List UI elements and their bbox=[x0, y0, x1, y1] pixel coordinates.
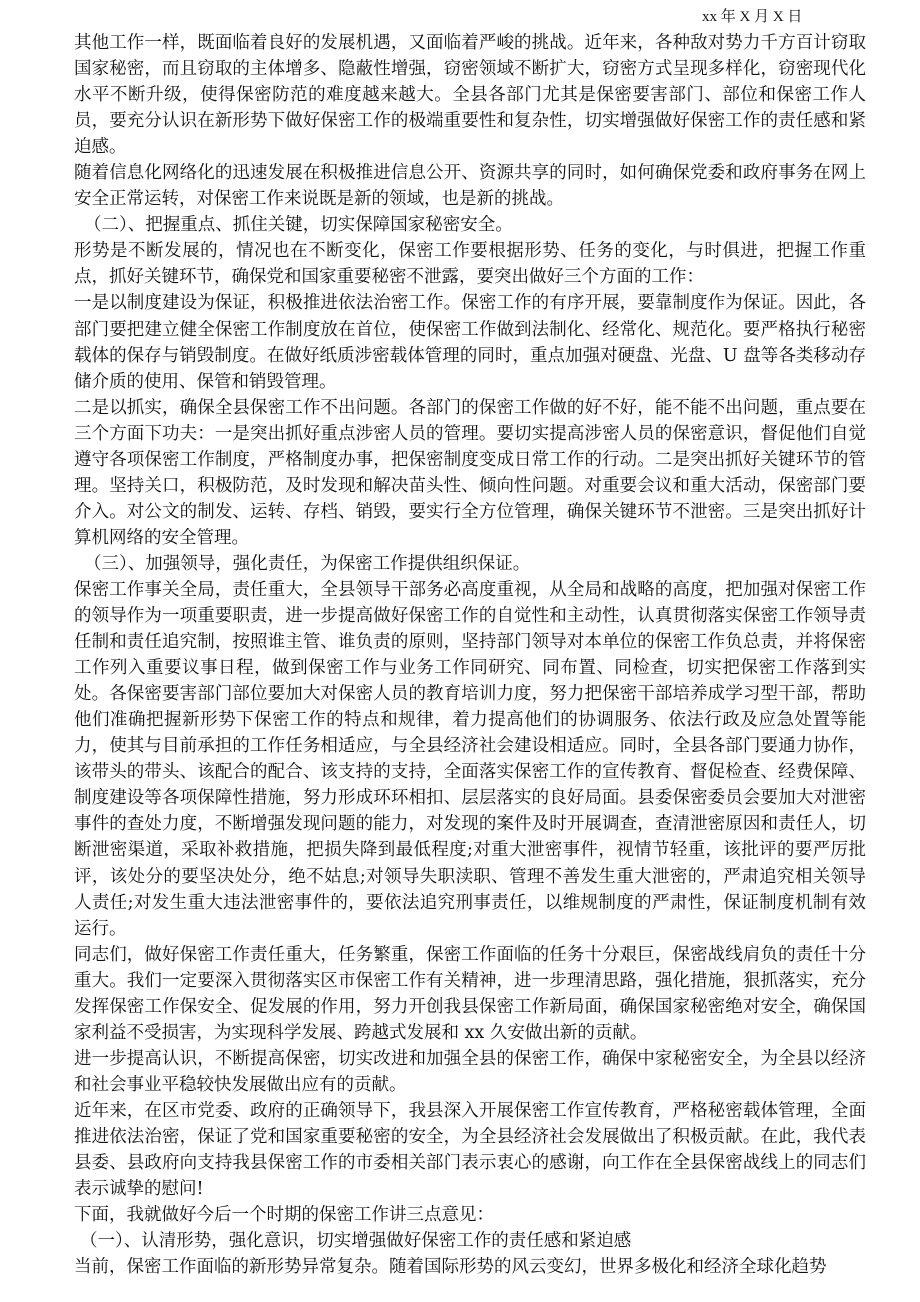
section-heading-1: （一）、认清形势，强化意识，切实增强做好保密工作的责任感和紧迫感 bbox=[80, 1231, 632, 1252]
document-date: xx 年 X 月 X 日 bbox=[702, 9, 803, 25]
paragraph-system-building: 一是以制度建设为保证，积极推进依法治密工作。保密工作的有序开展，要靠制度作为保证。因此，各部门要把建立健全保密工作制度放在首位，使保密工作做到法制化、经常化、规范化。要严格执行秘密载体的保存与销毁制度。在做好纸质涉密载体管理的同时，重点加强对硬盘、光盘、U 盘等各类移动存储介质的使用、保管和销毁管理。 bbox=[74, 293, 866, 392]
paragraph-recent-years: 近年来，在区市党委、政府的正确领导下，我县深入开展保密工作宣传教育，严格秘密载体管理，全面推进依法治密，保证了党和国家重要秘密的安全，为全县经济社会发展做出了积极贡献。在此，我代表县委、县政府向支持我县保密工作的市委相关部门表示衷心的感谢，向工作在全县保密战线上的同志们表示诚挚的慰问! bbox=[74, 1100, 866, 1200]
section-heading-2: （二）、把握重点、抓住关键，切实保障国家秘密安全。 bbox=[84, 215, 513, 236]
paragraph-continuation: 其他工作一样，既面临着良好的发展机遇，又面临着严峻的挑战。近年来，各种敌对势力千方百计窃取国家秘密，而且窃取的主体增多、隐蔽性增强，窃密领域不断扩大，窃密方式呈现多样化，窃密现代化水平不断升级，使得保密防范的难度越来越大。全县各部门尤其是保密要害部门、部位和保密工作人员，要充分认识在新形势下做好保密工作的极端重要性和复杂性，切实增强做好保密工作的责任感和紧迫感。 bbox=[74, 33, 866, 158]
paragraph-situation: 形势是不断发展的，情况也在不断变化，保密工作要根据形势、任务的变化，与时俱进，把握工作重点，抓好关键环节，确保党和国家重要秘密不泄露，要突出做好三个方面的工作： bbox=[74, 241, 866, 288]
paragraph-implementation: 二是以抓实，确保全县保密工作不出问题。各部门的保密工作做的好不好，能不能不出问题，重点要在三个方面下功夫：一是突出抓好重点涉密人员的管理。要切实提高涉密人员的保密意识，督促他们自觉遵守各项保密工作制度，严格制度办事，把保密制度变成日常工作的行动。二是突出抓好关键环节的管理。坚持关口，积极防范，及时发现和解决苗头性、倾向性问题。对重要会议和重大活动，保密部门要介入。对公文的制发、运转、存档、销毁，要实行全方位管理，确保关键环节不泄密。三是突出抓好计算机网络的安全管理。 bbox=[74, 397, 866, 548]
paragraph-information-network: 随着信息化网络化的迅速发展在积极推进信息公开、资源共享的同时，如何确保党委和政府事务在网上安全正常运转，对保密工作来说既是新的领域，也是新的挑战。 bbox=[74, 163, 866, 210]
paragraph-three-opinions: 下面，我就做好今后一个时期的保密工作讲三点意见： bbox=[74, 1205, 494, 1226]
paragraph-current-situation: 当前，保密工作面临的新形势异常复杂。随着国际形势的风云变幻，世界多极化和经济全球化趋势 bbox=[74, 1257, 827, 1278]
paragraph-leadership: 保密工作事关全局，责任重大，全县领导干部务必高度重视，从全局和战略的高度，把加强对保密工作的领导作为一项重要职责，进一步提高做好保密工作的自觉性和主动性，认真贯彻落实保密工作领导责任制和责任追究制，按照谁主管、谁负责的原则，坚持部门领导对本单位的保密工作负总责，并将保密工作列入重要议事日程，做到保密工作与业务工作同研究、同布置、同检查，切实把保密工作落到实处。各保密要害部门部位要加大对保密人员的教育培训力度，努力把保密干部培养成学习型干部，帮助他们准确把握新形势下保密工作的特点和规律，着力提高他们的协调服务、依法行政及应急处置等能力，使其与目前承担的工作任务相适应，与全县经济社会建设相适应。同时，全县各部门要通力协作，该带头的带头、该配合的配合、该支持的支持，全面落实保密工作的宣传教育、督促检查、经费保障、制度建设等各项保障性措施，努力形成环环相扣、层层落实的良好局面。县委保密委员会要加大对泄密事件的查处力度，不断增强发现问题的能力，对发现的案件及时开展调查，查清泄密原因和责任人，切断泄密渠道，采取补救措施，把损失降到最低程度;对重大泄密事件，视情节轻重，该批评的要严厉批评，该处分的要坚决处分，绝不姑息;对领导失职渎职、管理不善发生重大泄密的，严肃追究相关领导人责任;对发生重大违法泄密事件的，要依法追究刑事责任，以维规制度的严肃性，保证制度机制有效运行。 bbox=[74, 579, 866, 939]
section-heading-3: （三）、加强领导，强化责任，为保密工作提供组织保证。 bbox=[84, 553, 531, 574]
document-body bbox=[74, 30, 866, 1280]
paragraph-comrades: 同志们，做好保密工作责任重大，任务繁重，保密工作面临的任务十分艰巨，保密战线肩负的责任十分重大。我们一定要深入贯彻落实区市保密工作有关精神，进一步理清思路，强化措施，狠抓落实，充分发挥保密工作保安全、促发展的作用，努力开创我县保密工作新局面，确保国家秘密绝对安全，确保国家利益不受损害，为实现科学发展、跨越式发展和 xx 久安做出新的贡献。 bbox=[74, 944, 866, 1043]
paragraph-further-improve: 进一步提高认识，不断提高保密，切实改进和加强全县的保密工作，确保中家秘密安全，为全县以经济和社会事业平稳较快发展做出应有的贡献。 bbox=[74, 1048, 866, 1095]
